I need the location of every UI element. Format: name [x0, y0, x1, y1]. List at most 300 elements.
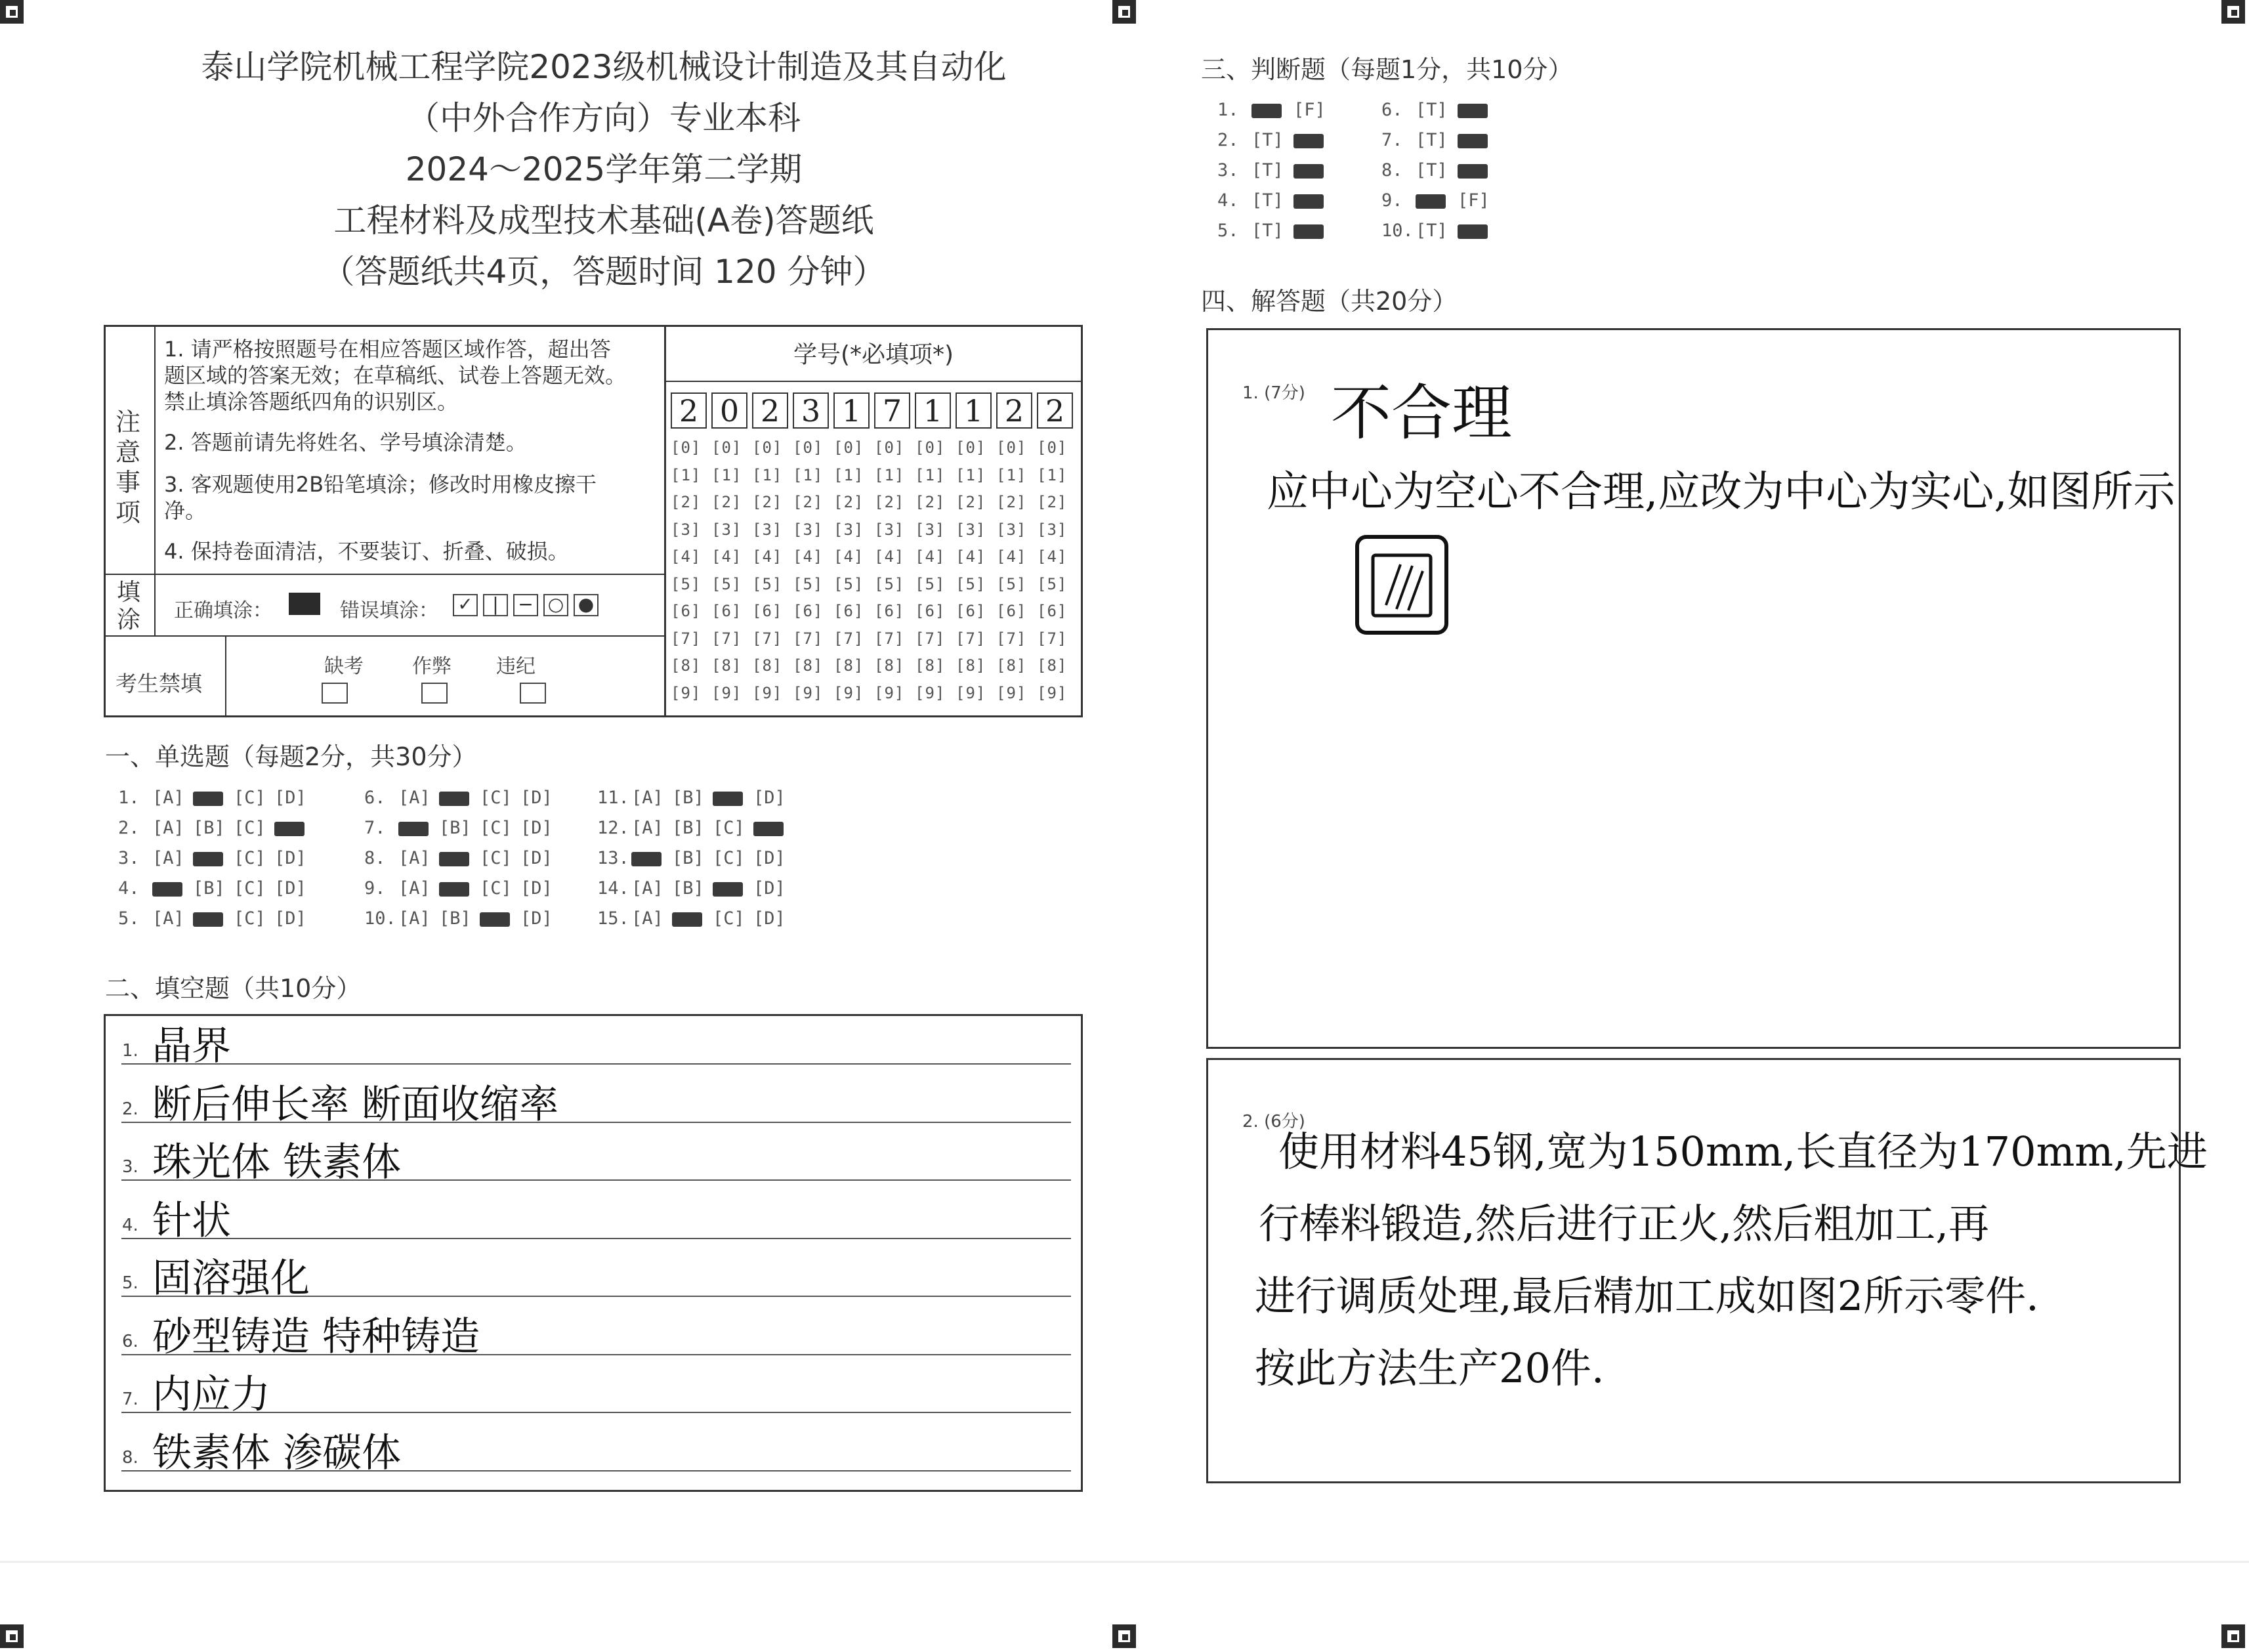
- option-bubble-filled[interactable]: [193, 848, 234, 868]
- single-choice-question: [118, 788, 315, 808]
- tf-bubble[interactable]: [T]: [1251, 130, 1284, 150]
- student-id-bubble[interactable]: [6]: [956, 602, 986, 620]
- notice-label-divider: [154, 325, 156, 574]
- student-id-bubble[interactable]: [2]: [833, 493, 864, 511]
- option-bubble-filled[interactable]: [439, 788, 480, 808]
- student-id-bubble[interactable]: [4]: [874, 547, 905, 566]
- wrong-fill-label: 错误填涂：: [340, 599, 438, 622]
- student-id-bubble[interactable]: [9]: [671, 683, 702, 702]
- student-id-digit-2: 0: [711, 392, 747, 429]
- single-choice-question: [597, 788, 794, 808]
- correct-fill-label: 正确填涂：: [174, 599, 272, 622]
- notice-item-1: 1. 请严格按照题号在相应答题区域作答，超出答题区域的答案无效；在草稿纸、试卷上答题无效。禁止填涂答题纸四角的识别区。: [164, 337, 627, 414]
- student-id-bubble[interactable]: [1]: [874, 465, 905, 484]
- filled-mark: [193, 852, 223, 866]
- blank-answer: 铁素体 渗碳体: [152, 1430, 402, 1476]
- option-bubble[interactable]: [A]: [398, 848, 431, 868]
- student-id-bubble[interactable]: [9]: [874, 683, 905, 702]
- student-id-bubble[interactable]: [9]: [1037, 683, 1068, 702]
- question-number: 5.: [1217, 221, 1239, 241]
- option-bubble[interactable]: [B]: [193, 878, 225, 899]
- filled-mark: [1458, 134, 1488, 148]
- forbid-divider: [225, 636, 226, 717]
- student-id-bubble[interactable]: [7]: [915, 629, 946, 648]
- filled-mark: [631, 852, 662, 866]
- student-id-bubble[interactable]: [4]: [915, 547, 946, 566]
- tf-bubble[interactable]: [T]: [1416, 130, 1448, 150]
- student-id-bubble[interactable]: [3]: [833, 520, 864, 539]
- student-id-bubble[interactable]: [2]: [671, 493, 702, 511]
- student-id-bubble-row: [671, 575, 1078, 593]
- corner-marker-bl: [0, 1624, 24, 1648]
- option-bubble[interactable]: [B]: [439, 818, 471, 838]
- option-bubble-filled[interactable]: [152, 878, 193, 899]
- student-id-bubble[interactable]: [9]: [793, 683, 824, 702]
- student-id-digit-3: 2: [752, 392, 788, 429]
- student-id-bubble[interactable]: [0]: [874, 438, 905, 457]
- filled-mark: [439, 792, 469, 806]
- notice-bottom-divider: [104, 574, 665, 575]
- student-id-bubble[interactable]: [5]: [956, 574, 986, 593]
- student-id-bubble[interactable]: [2]: [915, 493, 946, 511]
- tf-bubble-filled[interactable]: [1458, 160, 1500, 180]
- id-label-divider: [664, 381, 1083, 382]
- question-number: 8.: [364, 848, 386, 868]
- tf-bubble-filled[interactable]: [1293, 160, 1335, 180]
- wrong-fill-circle-icon: ○: [543, 594, 568, 616]
- solid-part-sketch-icon: [1353, 533, 1450, 637]
- student-id-bubble[interactable]: [8]: [833, 656, 864, 675]
- student-id-bubble[interactable]: [6]: [833, 602, 864, 620]
- student-id-bubble[interactable]: [6]: [915, 602, 946, 620]
- option-bubble-filled[interactable]: [193, 788, 234, 808]
- student-id-bubble[interactable]: [7]: [1037, 629, 1068, 648]
- student-id-bubble[interactable]: [9]: [915, 683, 946, 702]
- question-number: 8.: [1381, 160, 1403, 180]
- notice-label: 注意事项: [116, 408, 141, 527]
- filled-mark: [193, 912, 223, 927]
- student-id-bubble[interactable]: [1]: [671, 465, 702, 484]
- section2-title: 二、填空题（共10分）: [105, 974, 362, 1003]
- student-id-bubble[interactable]: [2]: [874, 493, 905, 511]
- filled-mark: [713, 882, 743, 897]
- filled-mark: [1458, 164, 1488, 179]
- student-id-bubble[interactable]: [8]: [671, 656, 702, 675]
- essay-q1-line-1: 不合理: [1331, 378, 1513, 448]
- student-id-bubble[interactable]: [6]: [793, 602, 824, 620]
- student-id-bubble[interactable]: [2]: [793, 493, 824, 511]
- blank-number: 3.: [122, 1157, 138, 1177]
- single-choice-question: [118, 818, 315, 838]
- true-false-question: [1381, 160, 1500, 180]
- option-bubble[interactable]: [C]: [234, 818, 266, 838]
- essay-q1-sketch: [1353, 533, 1450, 637]
- student-id-bubble[interactable]: [4]: [1037, 547, 1068, 566]
- fill-divider: [154, 574, 156, 635]
- student-id-bubble[interactable]: [8]: [1037, 656, 1068, 675]
- student-id-bubble[interactable]: [6]: [752, 602, 783, 620]
- student-id-bubble[interactable]: [9]: [833, 683, 864, 702]
- student-id-digit-6: 7: [874, 392, 910, 429]
- student-id-digit-7: 1: [915, 392, 951, 429]
- student-id-bubble[interactable]: [5]: [793, 574, 824, 593]
- option-bubble[interactable]: [B]: [672, 848, 704, 868]
- true-false-question: [1381, 100, 1500, 120]
- tf-bubble-filled[interactable]: [1293, 190, 1335, 211]
- question-number: 13.: [597, 848, 629, 868]
- option-bubble[interactable]: [A]: [631, 908, 663, 929]
- student-id-bubble[interactable]: [1]: [833, 465, 864, 484]
- student-id-bubble[interactable]: [0]: [956, 438, 986, 457]
- student-id-bubble[interactable]: [7]: [752, 629, 783, 648]
- option-bubble-filled[interactable]: [439, 878, 480, 899]
- student-id-bubble[interactable]: [9]: [711, 683, 742, 702]
- student-id-bubble[interactable]: [5]: [996, 574, 1027, 593]
- student-id-bubble[interactable]: [7]: [711, 629, 742, 648]
- option-bubble[interactable]: [A]: [398, 878, 431, 899]
- student-id-bubble[interactable]: [0]: [671, 438, 702, 457]
- single-choice-question: [597, 878, 794, 899]
- student-id-bubble-row: [671, 520, 1078, 539]
- essay-q2-line-3: 进行调质处理,最后精加工成如图2所示零件.: [1255, 1272, 2039, 1320]
- option-bubble[interactable]: [D]: [520, 908, 553, 929]
- option-bubble[interactable]: [C]: [480, 788, 512, 808]
- true-false-question: [1381, 130, 1500, 150]
- student-id-bubble[interactable]: [3]: [711, 520, 742, 539]
- tf-bubble-filled[interactable]: [1416, 190, 1458, 211]
- student-id-bubble[interactable]: [7]: [671, 629, 702, 648]
- tf-bubble[interactable]: [F]: [1458, 190, 1490, 211]
- corner-marker-br: [2221, 1624, 2245, 1648]
- id-column-divider: [664, 325, 666, 717]
- student-id-digit-10: 2: [1037, 392, 1073, 429]
- student-id-bubble[interactable]: [4]: [752, 547, 783, 566]
- question-number: 4.: [118, 878, 140, 899]
- header-line-3: 2024～2025学年第二学期: [405, 150, 803, 188]
- student-id-bubble[interactable]: [3]: [874, 520, 905, 539]
- option-bubble[interactable]: [C]: [713, 848, 745, 868]
- option-bubble[interactable]: [C]: [480, 878, 512, 899]
- student-id-bubble[interactable]: [0]: [752, 438, 783, 457]
- option-bubble[interactable]: [C]: [480, 818, 512, 838]
- filled-mark: [439, 882, 469, 897]
- tf-bubble-filled[interactable]: [1293, 221, 1335, 241]
- header-line-1: 泰山学院机械工程学院2023级机械设计制造及其自动化: [201, 48, 1007, 86]
- student-id-bubble[interactable]: [1]: [915, 465, 946, 484]
- student-id-bubble[interactable]: [5]: [833, 574, 864, 593]
- section4-title: 四、解答题（共20分）: [1201, 287, 1458, 316]
- student-id-bubble[interactable]: [5]: [671, 574, 702, 593]
- wrong-fill-samples: [453, 593, 604, 616]
- student-id-bubble[interactable]: [2]: [1037, 493, 1068, 511]
- option-bubble[interactable]: [D]: [274, 878, 306, 899]
- question-number: 4.: [1217, 190, 1239, 211]
- essay-q2-line-2: 行棒料锻造,然后进行正火,然后粗加工,再: [1259, 1200, 1990, 1248]
- student-id-bubble[interactable]: [0]: [1037, 438, 1068, 457]
- student-id-bubble[interactable]: [1]: [752, 465, 783, 484]
- option-bubble[interactable]: [D]: [753, 848, 786, 868]
- filled-mark: [1293, 134, 1324, 148]
- tf-bubble[interactable]: [T]: [1416, 160, 1448, 180]
- student-id-bubble[interactable]: [1]: [956, 465, 986, 484]
- student-id-bubble[interactable]: [6]: [874, 602, 905, 620]
- essay-q1-line-2: 应中心为空心不合理,应改为中心为实心,如图所示: [1267, 468, 2175, 517]
- student-id-bubble[interactable]: [7]: [793, 629, 824, 648]
- tf-bubble[interactable]: [T]: [1416, 221, 1448, 241]
- blank-answer: 断后伸长率 断面收缩率: [152, 1081, 559, 1128]
- option-bubble[interactable]: [A]: [631, 818, 663, 838]
- student-id-bubble[interactable]: [7]: [833, 629, 864, 648]
- student-id-bubble[interactable]: [6]: [711, 602, 742, 620]
- question-number: 6.: [364, 788, 386, 808]
- student-id-bubble[interactable]: [6]: [1037, 602, 1068, 620]
- question-number: 6.: [1381, 100, 1403, 120]
- student-id-bubble[interactable]: [1]: [1037, 465, 1068, 484]
- corner-marker-tl: [0, 0, 24, 24]
- tf-bubble-filled[interactable]: [1458, 221, 1500, 241]
- student-id-bubble-row: [671, 602, 1078, 620]
- student-id-bubble[interactable]: [3]: [996, 520, 1027, 539]
- option-bubble-filled[interactable]: [480, 908, 520, 929]
- student-id-bubble[interactable]: [5]: [874, 574, 905, 593]
- absent-label: 缺考: [324, 655, 364, 678]
- option-bubble[interactable]: [A]: [152, 908, 184, 929]
- blank-number: 4.: [122, 1215, 138, 1235]
- tf-bubble[interactable]: [T]: [1251, 190, 1284, 211]
- student-id-bubble[interactable]: [2]: [996, 493, 1027, 511]
- cheat-checkbox[interactable]: [421, 683, 448, 704]
- student-id-bubble[interactable]: [0]: [996, 438, 1027, 457]
- option-bubble[interactable]: [C]: [234, 908, 266, 929]
- student-id-bubble[interactable]: [0]: [793, 438, 824, 457]
- blank-answer: 晶界: [152, 1023, 231, 1069]
- student-id-bubble[interactable]: [3]: [956, 520, 986, 539]
- option-bubble-filled[interactable]: [193, 908, 234, 929]
- scan-edge: [0, 1561, 2249, 1563]
- option-bubble[interactable]: [C]: [234, 848, 266, 868]
- option-bubble[interactable]: [D]: [753, 788, 786, 808]
- student-id-bubble[interactable]: [8]: [874, 656, 905, 675]
- corner-marker-tr: [2221, 0, 2245, 24]
- student-id-bubble[interactable]: [8]: [793, 656, 824, 675]
- option-bubble-filled[interactable]: [753, 818, 794, 838]
- option-bubble[interactable]: [A]: [152, 788, 184, 808]
- filled-mark: [713, 792, 743, 806]
- option-bubble-filled[interactable]: [713, 788, 753, 808]
- student-id-digit-5: 1: [833, 392, 870, 429]
- tf-bubble-filled[interactable]: [1293, 130, 1335, 150]
- student-id-bubble[interactable]: [5]: [1037, 574, 1068, 593]
- student-id-bubble[interactable]: [4]: [793, 547, 824, 566]
- option-bubble-filled[interactable]: [713, 878, 753, 899]
- tf-bubble-filled[interactable]: [1458, 100, 1500, 120]
- option-bubble-filled[interactable]: [631, 848, 672, 868]
- option-bubble[interactable]: [D]: [274, 788, 306, 808]
- option-bubble[interactable]: [C]: [713, 908, 745, 929]
- student-id-bubble[interactable]: [6]: [996, 602, 1027, 620]
- filled-mark: [1293, 164, 1324, 179]
- correct-fill-sample: [289, 593, 320, 615]
- wrong-fill-dash-icon: −: [513, 594, 538, 616]
- student-id-bubble[interactable]: [5]: [711, 574, 742, 593]
- student-id-bubble[interactable]: [2]: [956, 493, 986, 511]
- option-bubble[interactable]: [D]: [520, 878, 553, 899]
- section3-title: 三、判断题（每题1分，共10分）: [1201, 55, 1573, 84]
- student-id-bubble[interactable]: [8]: [752, 656, 783, 675]
- notice-item-2: 2. 答题前请先将姓名、学号填涂清楚。: [164, 430, 527, 455]
- fill-label: 填涂: [117, 579, 141, 633]
- tf-bubble-filled[interactable]: [1458, 130, 1500, 150]
- option-bubble-filled[interactable]: [672, 908, 713, 929]
- single-choice-question: [118, 908, 315, 929]
- blank-number: 2.: [122, 1099, 138, 1119]
- option-bubble[interactable]: [A]: [398, 788, 431, 808]
- wrong-fill-bar-icon: |: [483, 594, 508, 616]
- option-bubble[interactable]: [D]: [753, 908, 786, 929]
- tf-bubble[interactable]: [T]: [1416, 100, 1448, 120]
- student-id-bubble[interactable]: [2]: [752, 493, 783, 511]
- student-id-bubble[interactable]: [8]: [711, 656, 742, 675]
- option-bubble[interactable]: [D]: [520, 818, 553, 838]
- violate-label: 违纪: [496, 655, 536, 678]
- student-id-bubble[interactable]: [4]: [833, 547, 864, 566]
- option-bubble[interactable]: [B]: [672, 878, 704, 899]
- student-id-bubble[interactable]: [3]: [793, 520, 824, 539]
- option-bubble[interactable]: [B]: [193, 818, 225, 838]
- student-id-bubble[interactable]: [8]: [996, 656, 1027, 675]
- option-bubble[interactable]: [D]: [520, 788, 553, 808]
- option-bubble[interactable]: [A]: [398, 908, 431, 929]
- true-false-question: [1217, 160, 1335, 180]
- answer-rule-line: [121, 1063, 1071, 1065]
- tf-bubble-filled[interactable]: [1251, 100, 1293, 120]
- exam-forbid-label: 考生禁填: [116, 671, 202, 696]
- student-id-bubble[interactable]: [9]: [996, 683, 1027, 702]
- student-id-bubble[interactable]: [9]: [956, 683, 986, 702]
- student-id-bubble[interactable]: [5]: [915, 574, 946, 593]
- tf-bubble[interactable]: [T]: [1251, 221, 1284, 241]
- option-bubble[interactable]: [D]: [274, 848, 306, 868]
- option-bubble[interactable]: [C]: [234, 788, 266, 808]
- option-bubble[interactable]: [A]: [631, 788, 663, 808]
- student-id-bubble[interactable]: [6]: [671, 602, 702, 620]
- student-id-bubble-row: [671, 656, 1078, 675]
- option-bubble[interactable]: [C]: [480, 848, 512, 868]
- option-bubble-filled[interactable]: [439, 848, 480, 868]
- question-number: 9.: [1381, 190, 1403, 211]
- student-id-digit-8: 1: [956, 392, 992, 429]
- filled-mark: [398, 822, 429, 836]
- option-bubble-filled[interactable]: [274, 818, 315, 838]
- student-id-bubble[interactable]: [4]: [711, 547, 742, 566]
- student-id-bubble[interactable]: [7]: [956, 629, 986, 648]
- header-line-5: （答题纸共4页，答题时间 120 分钟）: [322, 253, 886, 291]
- corner-marker-tc: [1112, 0, 1136, 24]
- filled-mark: [193, 792, 223, 806]
- filled-mark: [672, 912, 702, 927]
- student-id-bubble[interactable]: [0]: [711, 438, 742, 457]
- student-id-bubble-row: [671, 629, 1078, 648]
- essay-q1-label: 1. (7分): [1242, 383, 1305, 403]
- notice-item-4: 4. 保持卷面清洁，不要装订、折叠、破损。: [164, 539, 569, 564]
- student-id-bubble-row: [671, 466, 1078, 484]
- option-bubble[interactable]: [B]: [439, 908, 471, 929]
- blank-answer: 内应力: [152, 1372, 270, 1418]
- student-id-bubble[interactable]: [7]: [996, 629, 1027, 648]
- student-id-bubble[interactable]: [0]: [833, 438, 864, 457]
- true-false-question: [1381, 221, 1500, 241]
- question-number: 10.: [1381, 221, 1414, 241]
- header-line-4: 工程材料及成型技术基础(A卷)答题纸: [333, 201, 874, 240]
- student-id-bubble[interactable]: [3]: [752, 520, 783, 539]
- option-bubble[interactable]: [A]: [152, 818, 184, 838]
- student-id-bubble[interactable]: [8]: [956, 656, 986, 675]
- option-bubble[interactable]: [B]: [672, 788, 704, 808]
- cheat-label: 作弊: [412, 655, 452, 678]
- single-choice-question: [118, 848, 315, 868]
- student-id-bubble[interactable]: [7]: [874, 629, 905, 648]
- filled-mark: [274, 822, 305, 836]
- question-number: 2.: [118, 818, 140, 838]
- student-id-bubble[interactable]: [3]: [1037, 520, 1068, 539]
- option-bubble[interactable]: [A]: [152, 848, 184, 868]
- option-bubble[interactable]: [D]: [274, 908, 306, 929]
- student-id-bubble[interactable]: [1]: [711, 465, 742, 484]
- option-bubble[interactable]: [C]: [234, 878, 266, 899]
- question-number: 7.: [1381, 130, 1403, 150]
- student-id-bubble-row: [671, 438, 1078, 457]
- blank-number: 5.: [122, 1273, 138, 1293]
- student-id-bubble[interactable]: [1]: [996, 465, 1027, 484]
- question-number: 10.: [364, 908, 396, 929]
- student-id-bubble[interactable]: [1]: [793, 465, 824, 484]
- blank-number: 1.: [122, 1041, 138, 1061]
- option-bubble-filled[interactable]: [398, 818, 439, 838]
- option-bubble[interactable]: [B]: [672, 818, 704, 838]
- option-bubble[interactable]: [D]: [753, 878, 786, 899]
- absent-checkbox[interactable]: [322, 683, 348, 704]
- tf-bubble[interactable]: [F]: [1293, 100, 1326, 120]
- tf-bubble[interactable]: [T]: [1251, 160, 1284, 180]
- student-id-bubble[interactable]: [4]: [671, 547, 702, 566]
- header-line-2: （中外合作方向）专业本科: [407, 99, 801, 137]
- student-id-bubble[interactable]: [3]: [915, 520, 946, 539]
- option-bubble[interactable]: [D]: [520, 848, 553, 868]
- student-id-bubble[interactable]: [8]: [915, 656, 946, 675]
- student-id-bubble[interactable]: [4]: [996, 547, 1027, 566]
- filled-mark: [1293, 194, 1324, 209]
- violate-checkbox[interactable]: [520, 683, 546, 704]
- notice-item-3: 3. 客观题使用2B铅笔填涂；修改时用橡皮擦干净。: [164, 472, 597, 523]
- answer-rule-line: [121, 1238, 1071, 1239]
- student-id-bubble[interactable]: [5]: [752, 574, 783, 593]
- student-id-bubble[interactable]: [3]: [671, 520, 702, 539]
- single-choice-question: [597, 818, 794, 838]
- blank-number: 7.: [122, 1389, 138, 1409]
- option-bubble[interactable]: [C]: [713, 818, 745, 838]
- student-id-bubble[interactable]: [0]: [915, 438, 946, 457]
- student-id-bubble-row: [671, 547, 1078, 566]
- student-id-bubble-row: [671, 684, 1078, 702]
- student-id-bubble[interactable]: [9]: [752, 683, 783, 702]
- fill-bottom-divider: [104, 635, 665, 637]
- student-id-bubble[interactable]: [2]: [711, 493, 742, 511]
- student-id-bubble[interactable]: [4]: [956, 547, 986, 566]
- single-choice-question: [364, 908, 561, 929]
- section1-title: 一、单选题（每题2分，共30分）: [105, 742, 477, 771]
- option-bubble[interactable]: [A]: [631, 878, 663, 899]
- true-false-question: [1217, 130, 1335, 150]
